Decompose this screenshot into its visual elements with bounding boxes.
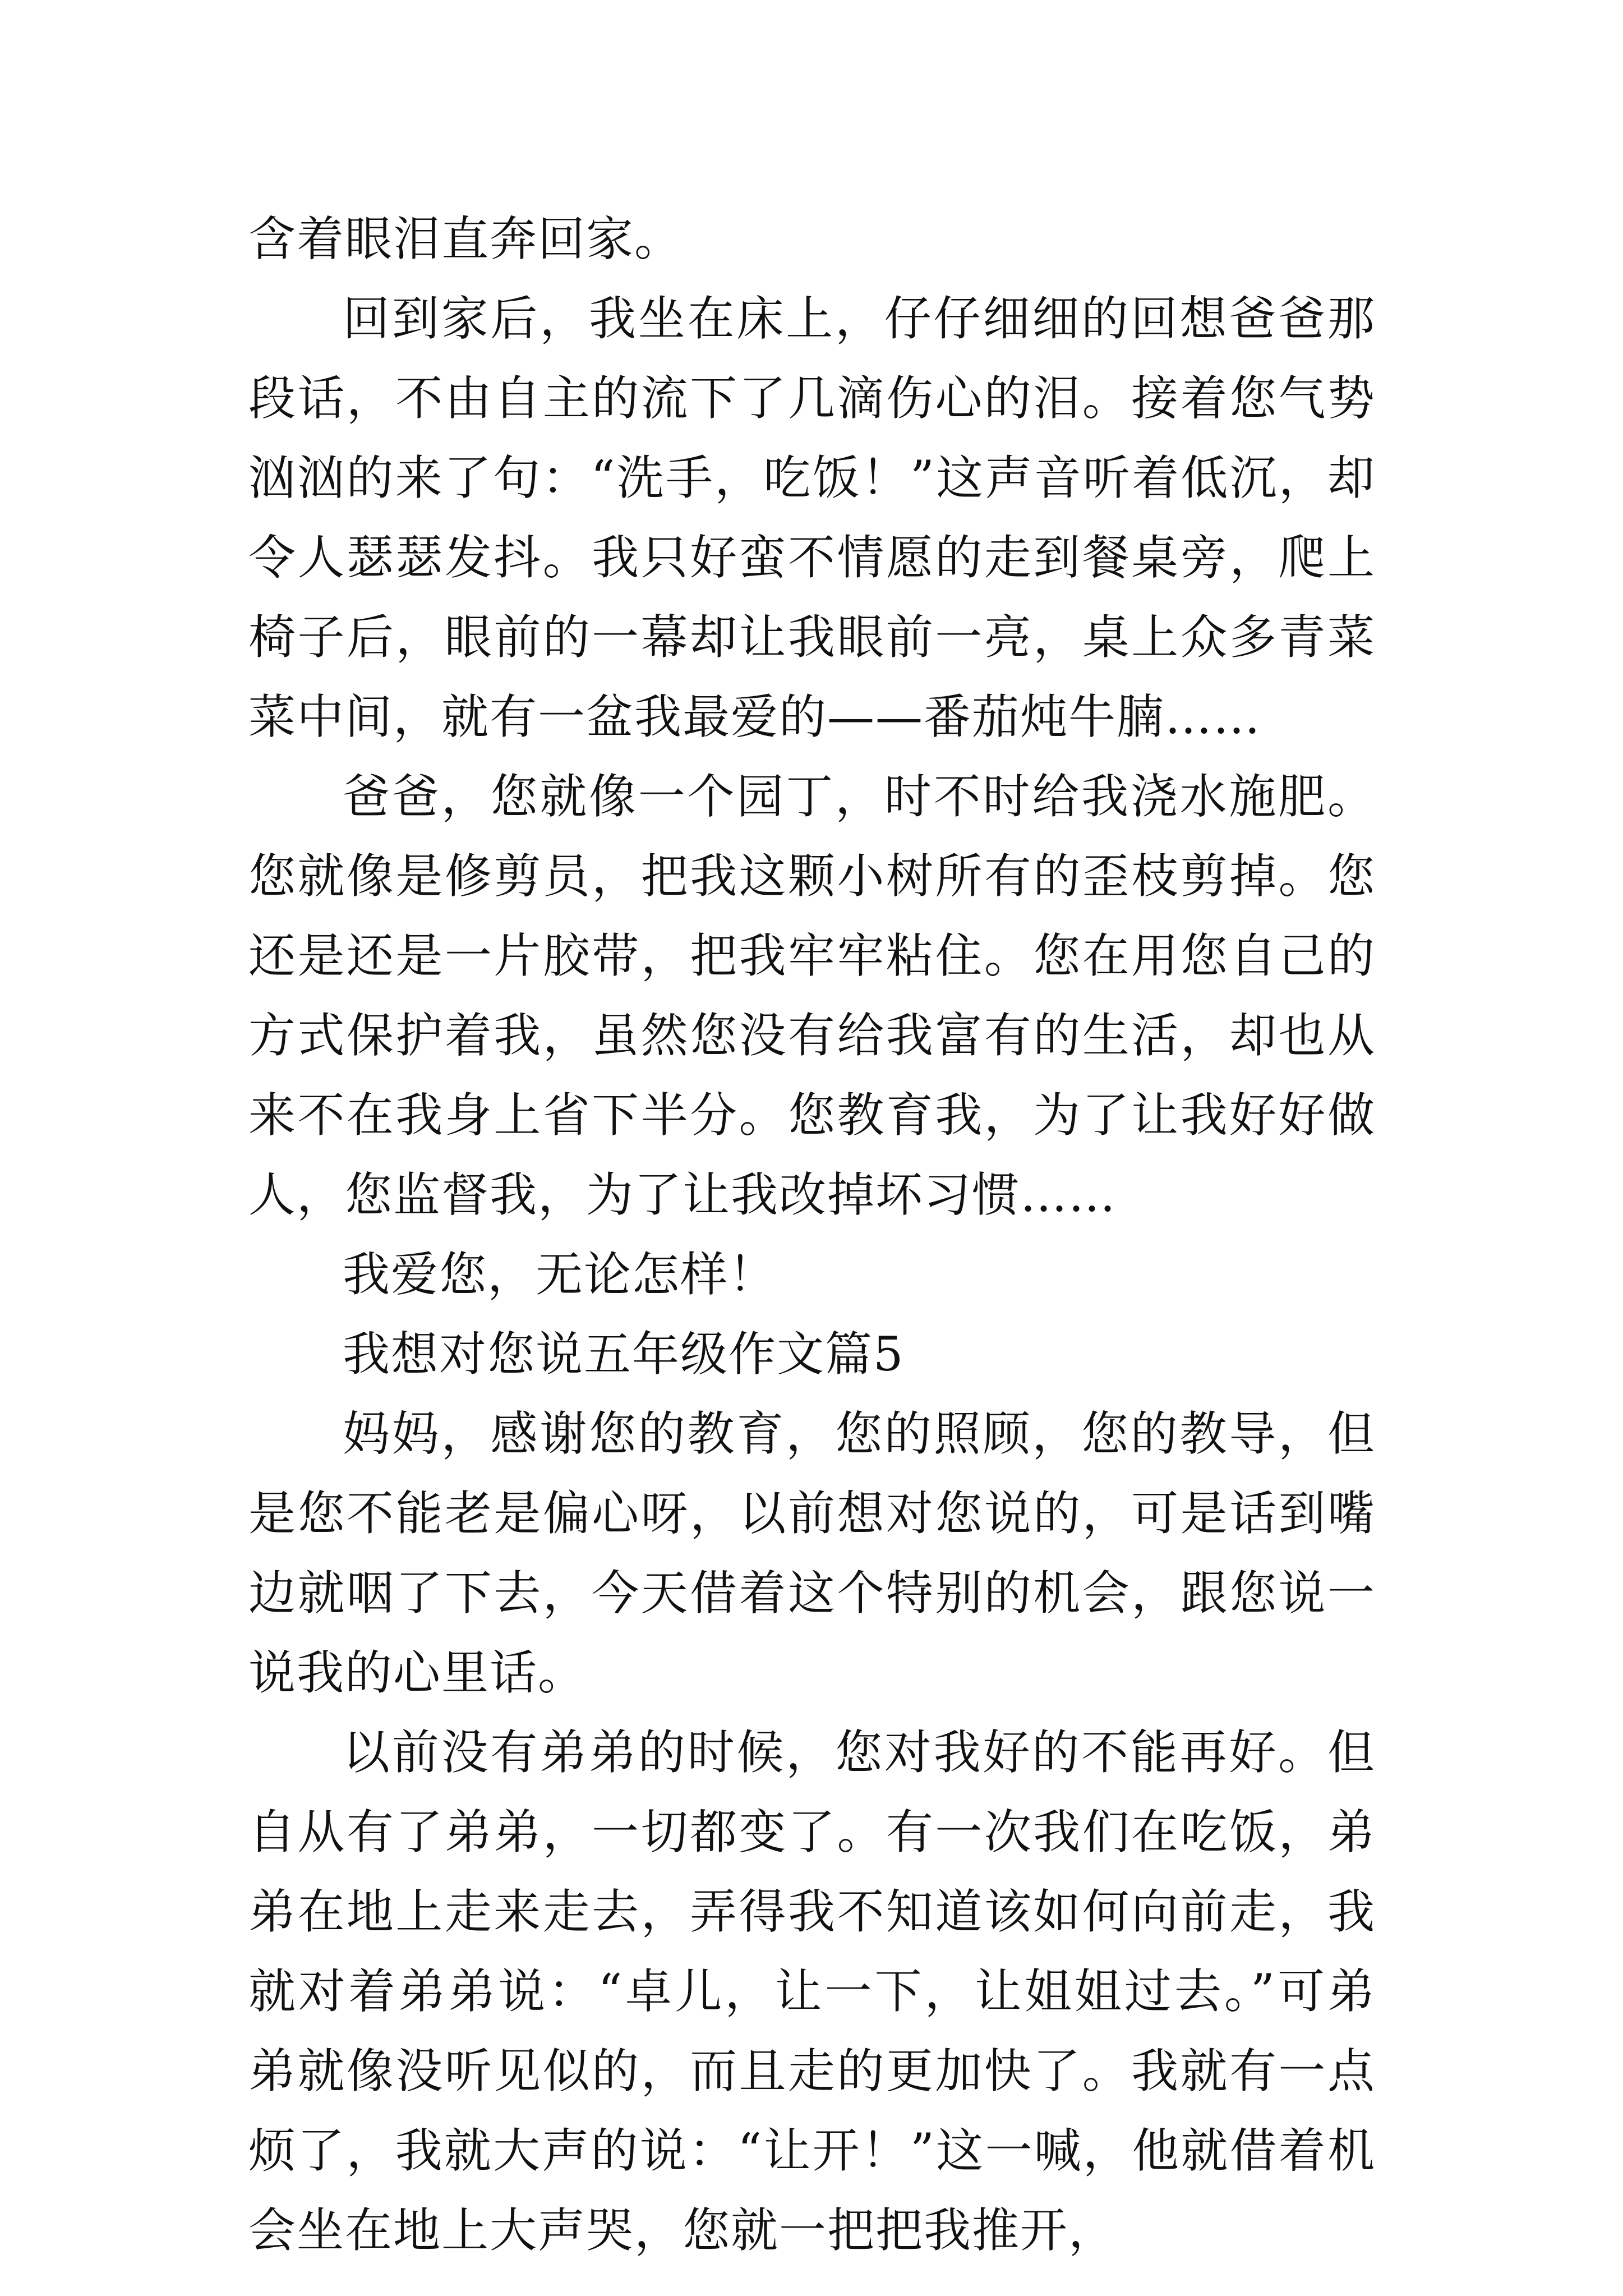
document-body xyxy=(248,199,1376,2270)
section-heading: 我想对您说五年级作文篇5 xyxy=(343,1327,905,1382)
paragraph: 妈妈，感谢您的教育，您的照顾，您的教导，但是您不能老是偏心呀，以前想对您说的，可是话到嘴边就咽了下去，今天借着这个特别的机会，跟您说一说我的心里话。 xyxy=(248,1406,1376,1700)
paragraph: 回到家后，我坐在床上，仔仔细细的回想爸爸那段话，不由自主的流下了几滴伤心的泪。接着您气势汹汹的来了句：“洗手，吃饭！”这声音听着低沉，却令人瑟瑟发抖。我只好蛮不情愿的走到餐桌旁，爬上椅子后，眼前的一幕却让我眼前一亮，桌上众多青菜菜中间，就有一盆我最爱的——番茄炖牛腩…… xyxy=(248,291,1376,744)
paragraph: 爸爸，您就像一个园丁，时不时给我浇水施肥。您就像是修剪员，把我这颗小树所有的歪枝剪掉。您还是还是一片胶带，把我牢牢粘住。您在用您自己的方式保护着我，虽然您没有给我富有的生活，却也从来不在我身上省下半分。您教育我，为了让我好好做人，您监督我，为了让我改掉坏习惯…… xyxy=(248,769,1376,1222)
paragraph: 以前没有弟弟的时候，您对我好的不能再好。但自从有了弟弟，一切都变了。有一次我们在吃饭，弟弟在地上走来走去，弄得我不知道该如何向前走，我就对着弟弟说：“卓儿，让一下，让姐姐过去。”可弟弟就像没听见似的，而且走的更加快了。我就有一点烦了，我就大声的说：“让开！”这一喊，他就借着机会坐在地上大声哭，您就一把把我推开， xyxy=(248,1725,1376,2258)
paragraph: 我爱您，无论怎样！ xyxy=(343,1247,777,1302)
paragraph-continuation: 含着眼泪直奔回家。 xyxy=(248,211,683,266)
